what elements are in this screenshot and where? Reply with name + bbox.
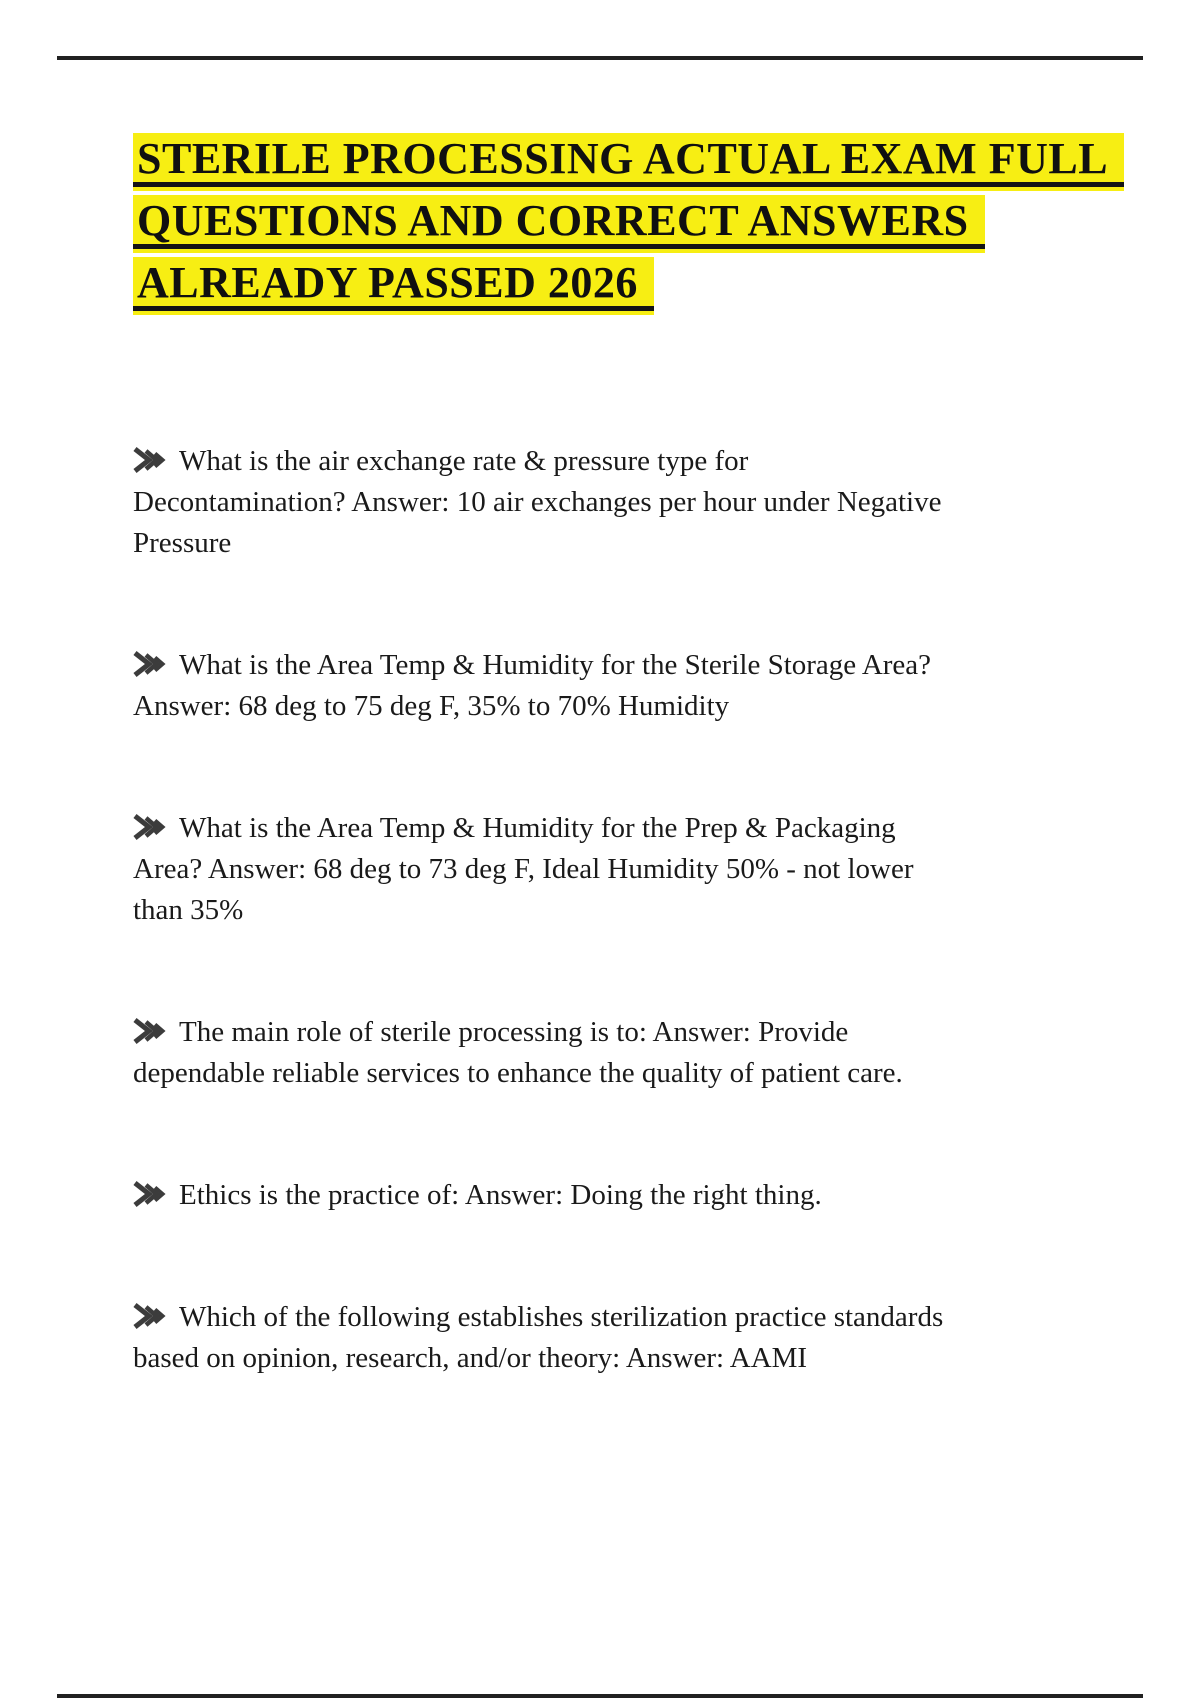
qa-item: [133, 441, 1093, 564]
qa-line: Decontamination? Answer: 10 air exchanges per hour under Negative: [133, 486, 942, 518]
qa-line: dependable reliable services to enhance the quality of patient care.: [133, 1057, 903, 1089]
title-highlight: ALREADY PASSED 2026: [133, 257, 654, 311]
qa-text: Ethics is the practice of: Answer: Doing the right thing.: [179, 1179, 822, 1211]
triple-chevron-right-icon: [133, 1175, 167, 1216]
qa-line: than 35%: [133, 894, 244, 926]
title-highlight: STERILE PROCESSING ACTUAL EXAM FULL: [133, 133, 1124, 187]
title-line: [133, 195, 1093, 249]
qa-text: Which of the following establishes sterilization practice standards: [179, 1301, 944, 1333]
qa-line: [133, 1297, 1093, 1338]
page-title: [133, 133, 1109, 311]
qa-item: [133, 1175, 1093, 1216]
bottom-horizontal-rule: [57, 1694, 1143, 1698]
qa-line: Area? Answer: 68 deg to 73 deg F, Ideal Humidity 50% - not lower: [133, 853, 914, 885]
triple-chevron-right-icon: [133, 1012, 167, 1053]
top-horizontal-rule: [57, 56, 1143, 60]
qa-item: [133, 645, 1093, 727]
qa-item: [133, 808, 1093, 931]
qa-line: Answer: 68 deg to 75 deg F, 35% to 70% Humidity: [133, 690, 730, 722]
title-line: [133, 133, 1109, 187]
qa-line: [133, 808, 1093, 849]
triple-chevron-right-icon: [133, 808, 167, 849]
triple-chevron-right-icon: [133, 645, 167, 686]
qa-line: [133, 1012, 1093, 1053]
page-content: [133, 133, 1109, 1379]
title-line: [133, 257, 1093, 311]
qa-line: based on opinion, research, and/or theory: Answer: AAMI: [133, 1342, 808, 1374]
qa-line: [133, 1175, 1093, 1216]
qa-text: What is the Area Temp & Humidity for the Prep & Packaging: [179, 812, 896, 844]
qa-text: The main role of sterile processing is to: Answer: Provide: [179, 1016, 849, 1048]
qa-item: [133, 1012, 1093, 1094]
qa-line: Pressure: [133, 527, 232, 559]
triple-chevron-right-icon: [133, 441, 167, 482]
qa-line: [133, 645, 1093, 686]
qa-text: What is the Area Temp & Humidity for the Sterile Storage Area?: [179, 649, 932, 681]
qa-list: [133, 441, 1093, 1379]
qa-line: [133, 441, 1093, 482]
title-highlight: QUESTIONS AND CORRECT ANSWERS: [133, 195, 985, 249]
qa-text: What is the air exchange rate & pressure type for: [179, 445, 749, 477]
qa-item: [133, 1297, 1093, 1379]
triple-chevron-right-icon: [133, 1297, 167, 1338]
